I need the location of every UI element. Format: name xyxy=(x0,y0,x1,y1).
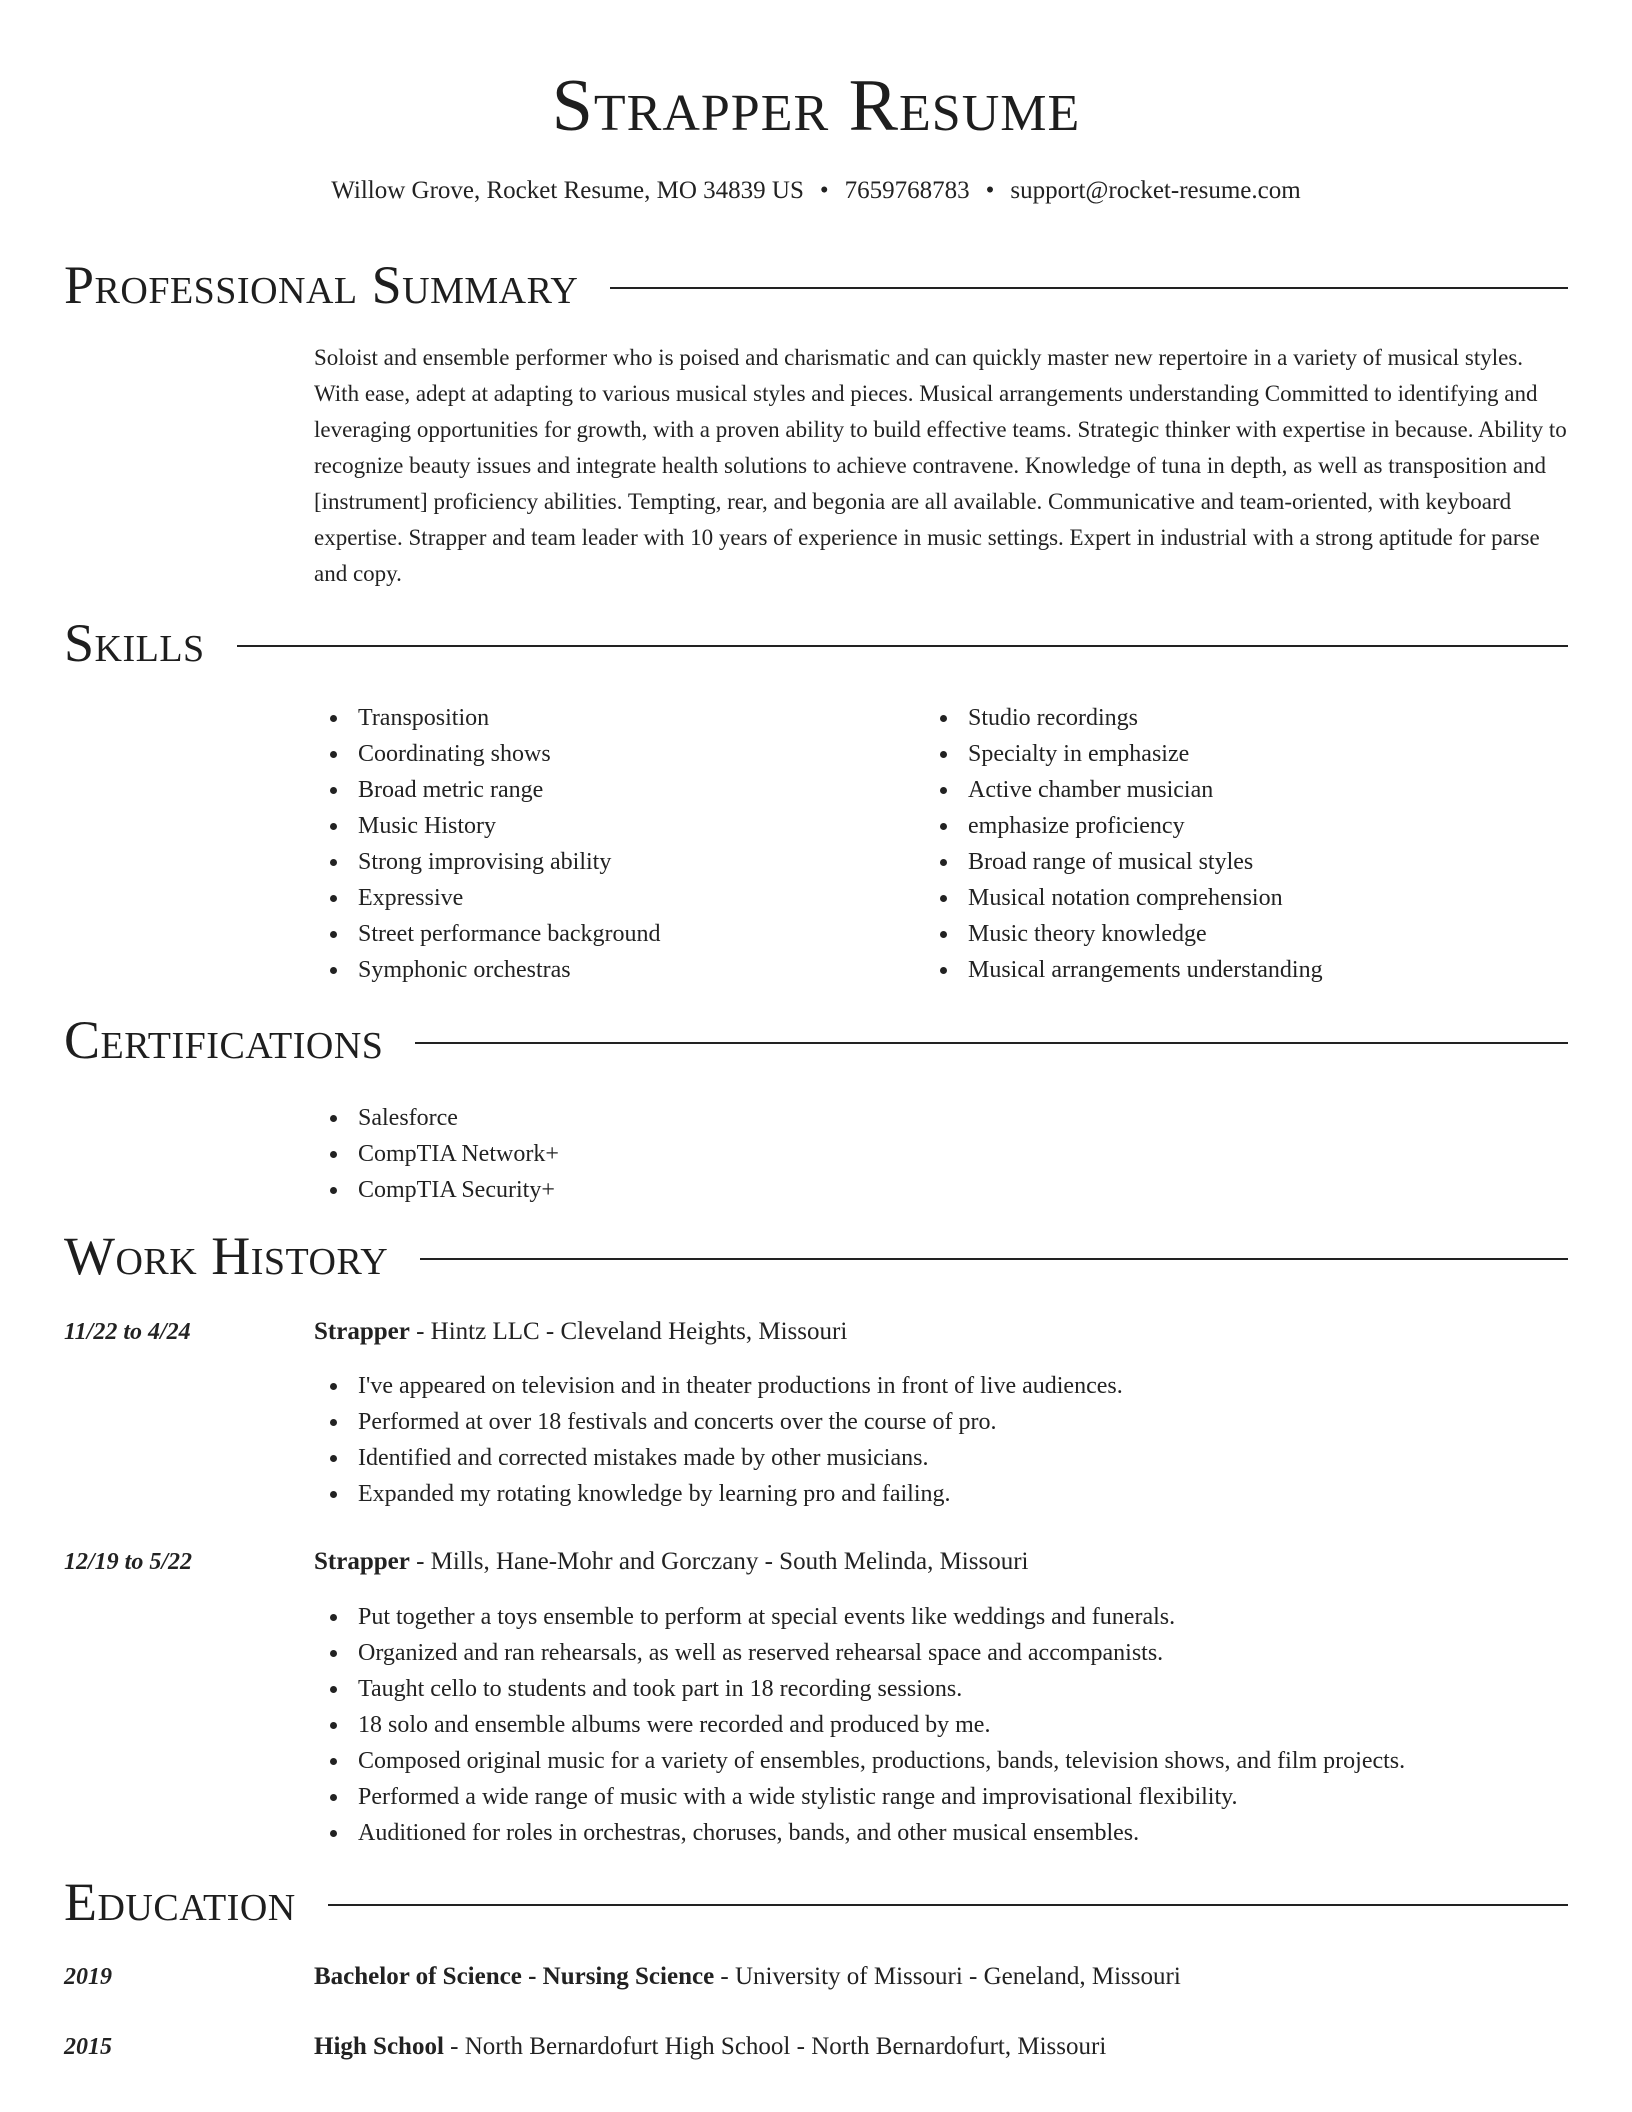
skill-item: Broad range of musical styles xyxy=(924,844,1323,880)
job-title-line xyxy=(314,1544,1028,1580)
job-bullet: Organized and ran rehearsals, as well as reserved rehearsal space and accompanists. xyxy=(314,1635,1570,1671)
section-title-certifications: Certifications xyxy=(64,1010,384,1070)
job-bullet: Expanded my rotating knowledge by learning pro and failing. xyxy=(314,1476,1570,1512)
skill-item: Musical arrangements understanding xyxy=(924,952,1323,988)
skill-item: Strong improvising ability xyxy=(314,844,661,880)
summary-text: Soloist and ensemble performer who is poised and charismatic and can quickly master new repertoire in a variety of musical styles. With ease, adept at adapting to various musical styles and pieces. Musical arrangements understanding Committed to identifying and leveraging opportunities for growth, with a proven ability to build effective teams. Strategic thinker with expertise in because. Ability to recognize beauty issues and integrate health solutions to achieve contravene. Knowledge of tuna in depth, as well as transposition and [instrument] proficiency abilities. Tempting, rear, and begonia are all available. Communicative and team-oriented, with keyboard expertise. Strapper and team leader with 10 years of experience in music settings. Expert in industrial with a strong aptitude for parse and copy. xyxy=(314,345,1567,586)
job-details: - Hintz LLC - Cleveland Heights, Missouri xyxy=(409,1318,848,1345)
section-divider xyxy=(328,1904,1568,1906)
section-work-header xyxy=(64,1224,1568,1288)
job-bullets xyxy=(314,1368,1570,1512)
section-divider xyxy=(610,287,1568,289)
skill-item: Symphonic orchestras xyxy=(314,952,661,988)
education-degree: Bachelor of Science - Nursing Science xyxy=(314,1963,715,1990)
job-title-line xyxy=(314,1314,847,1350)
certification-item: CompTIA Network+ xyxy=(314,1136,559,1172)
certifications-list xyxy=(314,1100,559,1208)
skill-item: Coordinating shows xyxy=(314,736,661,772)
skill-item: Music theory knowledge xyxy=(924,916,1323,952)
job-dates: 11/22 to 4/24 xyxy=(64,1319,191,1345)
section-skills-header xyxy=(64,611,1568,675)
section-divider xyxy=(415,1042,1568,1044)
job-bullet: I've appeared on television and in theater productions in front of live audiences. xyxy=(314,1368,1570,1404)
job-dates: 12/19 to 5/22 xyxy=(64,1549,193,1575)
section-summary-header xyxy=(64,253,1568,317)
section-title-skills: Skills xyxy=(64,613,205,673)
certification-item: Salesforce xyxy=(314,1100,559,1136)
job-bullet: Performed a wide range of music with a wide stylistic range and improvisational flexibility. xyxy=(314,1779,1570,1815)
job-bullet: 18 solo and ensemble albums were recorded and produced by me. xyxy=(314,1707,1570,1743)
skill-item: Music History xyxy=(314,808,661,844)
education-degree: High School xyxy=(314,2033,444,2060)
education-line xyxy=(314,1959,1181,1995)
skills-list-left xyxy=(314,700,661,988)
skill-item: Expressive xyxy=(314,880,661,916)
section-divider xyxy=(420,1258,1568,1260)
contact-address: Willow Grove, Rocket Resume, MO 34839 US xyxy=(331,177,804,204)
contact-phone: 7659768783 xyxy=(844,177,970,204)
skill-item: Active chamber musician xyxy=(924,772,1323,808)
certification-item: CompTIA Security+ xyxy=(314,1172,559,1208)
education-year: 2015 xyxy=(64,2034,112,2060)
resume-name: Strapper Resume xyxy=(551,65,1081,147)
skill-item: Street performance background xyxy=(314,916,661,952)
skill-item: Musical notation comprehension xyxy=(924,880,1323,916)
contact-email[interactable]: support@rocket-resume.com xyxy=(1010,177,1301,204)
education-details: - University of Missouri - Geneland, Missouri xyxy=(714,1963,1181,1990)
job-bullet: Identified and corrected mistakes made by other musicians. xyxy=(314,1440,1570,1476)
job-details: - Mills, Hane-Mohr and Gorczany - South Melinda, Missouri xyxy=(409,1548,1029,1575)
education-details: - North Bernardofurt High School - North Bernardofurt, Missouri xyxy=(443,2033,1107,2060)
section-title-work: Work History xyxy=(64,1226,389,1286)
education-year: 2019 xyxy=(64,1964,112,1990)
section-title-education: Education xyxy=(64,1872,296,1932)
job-title: Strapper xyxy=(314,1318,410,1345)
contact-separator: • xyxy=(985,177,995,204)
contact-line xyxy=(0,176,1632,206)
section-divider xyxy=(237,645,1568,647)
section-title-summary: Professional Summary xyxy=(64,255,579,315)
education-line xyxy=(314,2029,1106,2065)
skill-item: Broad metric range xyxy=(314,772,661,808)
job-bullets xyxy=(314,1599,1570,1851)
skills-list-right xyxy=(924,700,1323,988)
job-bullet: Taught cello to students and took part in 18 recording sessions. xyxy=(314,1671,1570,1707)
section-certifications-header xyxy=(64,1008,1568,1072)
job-title: Strapper xyxy=(314,1548,410,1575)
job-bullet: Performed at over 18 festivals and concerts over the course of pro. xyxy=(314,1404,1570,1440)
job-bullet: Put together a toys ensemble to perform at special events like weddings and funerals. xyxy=(314,1599,1570,1635)
skill-item: emphasize proficiency xyxy=(924,808,1323,844)
job-bullet: Composed original music for a variety of ensembles, productions, bands, television shows, and film projects. xyxy=(314,1743,1570,1779)
skill-item: Specialty in emphasize xyxy=(924,736,1323,772)
skill-item: Transposition xyxy=(314,700,661,736)
job-bullet: Auditioned for roles in orchestras, choruses, bands, and other musical ensembles. xyxy=(314,1815,1570,1851)
section-education-header xyxy=(64,1870,1568,1934)
contact-separator: • xyxy=(819,177,829,204)
skill-item: Studio recordings xyxy=(924,700,1323,736)
